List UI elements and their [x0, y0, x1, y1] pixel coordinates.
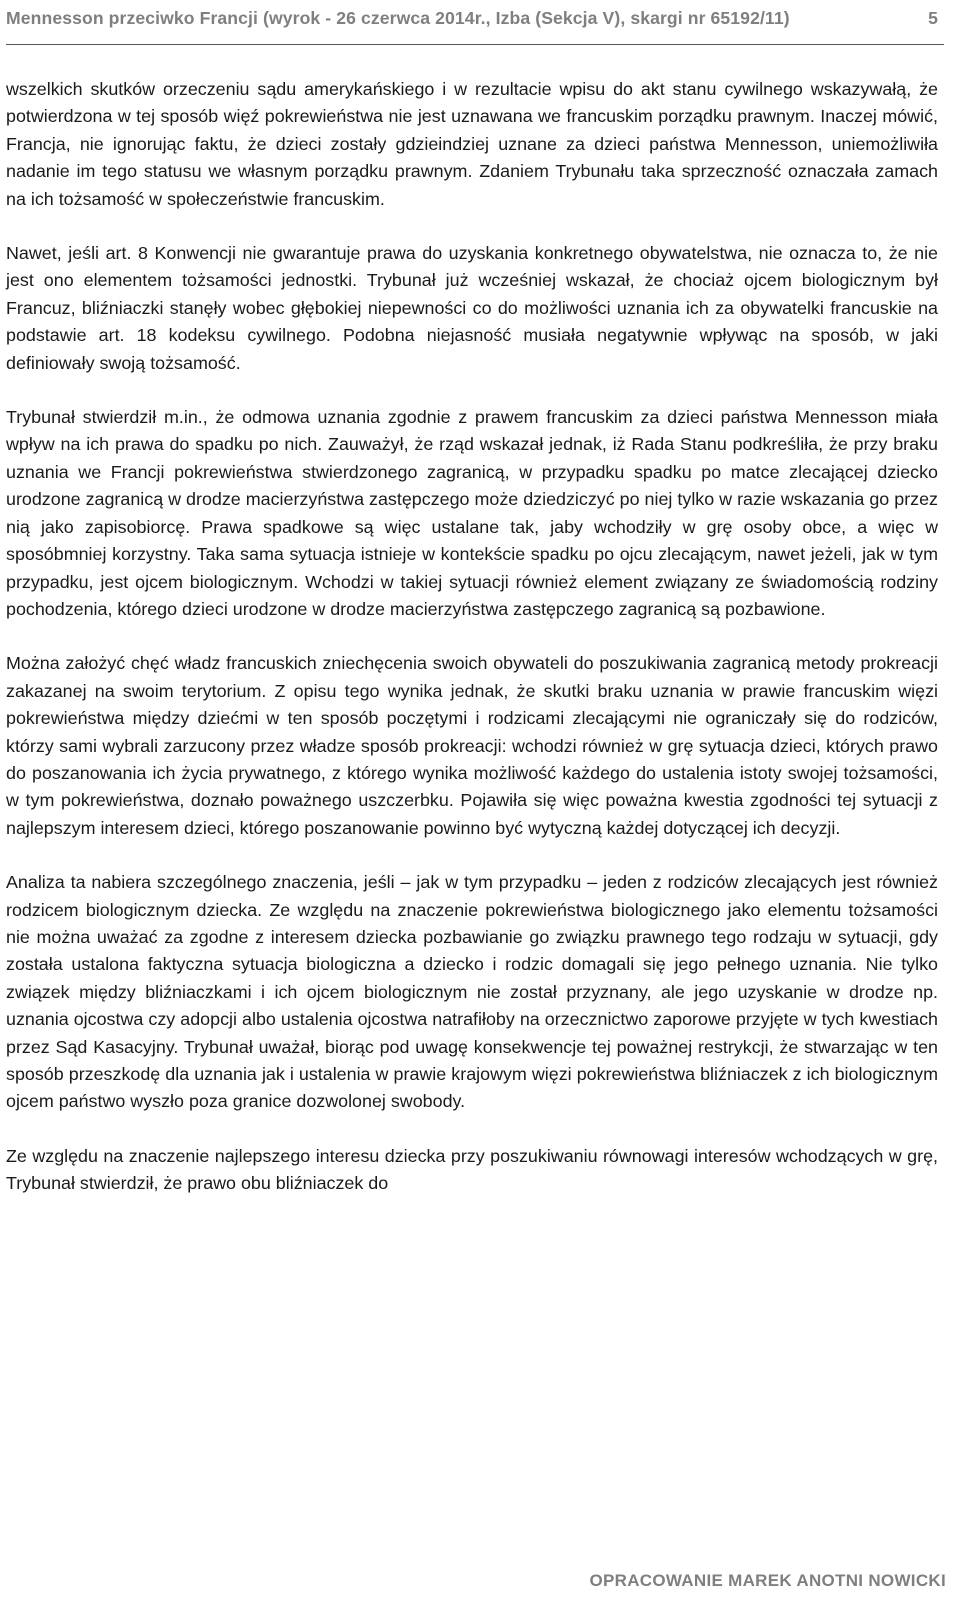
paragraph: Ze względu na znaczenie najlepszego interesu dziecka przy poszukiwaniu równowagi interesów wchodzących w grę, Trybunał stwierdził, że prawo obu bliźniaczek do	[6, 1145, 938, 1194]
page-footer: OPRACOWANIE MAREK ANOTNI NOWICKI	[589, 1571, 946, 1590]
paragraph: Trybunał stwierdził m.in., że odmowa uznania zgodnie z prawem francuskim za dzieci państwa Mennesson miała wpływ na ich prawa do spadku po nich. Zauważył, że rząd wskazał jednak, iż Rada Stanu podkreśliła, że przy braku uznania we Francji pokrewieństwa stwierdzonego zagranicą, w przypadku spadku po matce zlecającej dziecko urodzone zagranicą w drodze macierzyństwa zastępczego może dziedziczyć po niej tylko w razie wskazania go przez nią jako zapisobiorcę. Prawa spadkowe są więc ustalane tak, jaby wchodziły w grę osoby obce, a więc w sposóbmniej korzystny. Taka sama sytuacja istnieje w kontekście spadku po ojcu zlecającym, nawet jeżeli, jak w tym przypadku, jest ojcem biologicznym. Wchodzi w takiej sytuacji również element związany ze świadomością rodziny pochodzenia, którego dzieci urodzone w drodze macierzyństwa zastępczego zagranicą są pozbawione.	[6, 407, 938, 619]
page-header	[6, 4, 944, 45]
paragraph: wszelkich skutków orzeczeniu sądu amerykańskiego i w rezultacie wpisu do akt stanu cywilnego wskazywałą, że potwierdzona w tej sposób więź pokrewieństwa nie jest uznawana we francuskim porządku prawnym. Inaczej mówić, Francja, nie ignorując faktu, że dzieci zostały gdzieindziej uznane za dzieci państwa Mennesson, uniemożliwiła nadanie im tego statusu we własnym porządku prawnym. Zdaniem Trybunału taka sprzeczność oznaczała zamach na ich tożsamość w społeczeństwie francuskim.	[6, 79, 938, 209]
document-body	[6, 76, 938, 1198]
header-title: Mennesson przeciwko Francji (wyrok - 26 czerwca 2014r., Izba (Sekcja V), skargi nr 65192/11)	[6, 8, 790, 28]
paragraph: Nawet, jeśli art. 8 Konwencji nie gwarantuje prawa do uzyskania konkretnego obywatelstwa, nie oznacza to, że nie jest ono elementem tożsamości jednostki. Trybunał już wcześniej wskazał, że chociaż ojcem biologicznym był Francuz, bliźniaczki stanęły wobec głębokiej niepewności co do możliwości uznania ich za obywatelki francuskie na podstawie art. 18 kodeksu cywilnego. Podobna niejasność musiała negatywnie wpływąc na sposób, w jaki definiowały swoją tożsamość.	[6, 243, 938, 373]
paragraph: Można założyć chęć władz francuskich zniechęcenia swoich obywateli do poszukiwania zagranicą metody prokreacji zakazanej na swoim terytorium. Z opisu tego wynika jednak, że skutki braku uznania w prawie francuskim więzi pokrewieństwa między dziećmi w ten sposób poczętymi i rodzicami zlecającymi nie ograniczały się do rodziców, którzy sami wybrali zarzucony przez władze sposób prokreacji: wchodzi również w grę sytuacja dzieci, których prawo do poszanowania ich życia prywatnego, z którego wynika możliwość każdego do ustalenia istoty swojej tożsamości, w tym pokrewieństwa, doznało poważnego uszczerbku. Pojawiła się więc poważna kwestia zgodności tej sytuacji z najlepszym interesem dzieci, którego poszanowanie powinno być wytyczną każdej dotyczącej ich decyzji.	[6, 653, 938, 838]
paragraph: Analiza ta nabiera szczególnego znaczenia, jeśli – jak w tym przypadku – jeden z rodziców zlecających jest również rodzicem biologicznym dziecka. Ze względu na znaczenie pokrewieństwa biologicznego jako elementu tożsamości nie można uważać za zgodne z interesem dziecka pozbawianie go związku prawnego tego rodzaju w sytuacji, gdy została ustalona faktyczna sytuacja biologiczna a dziecko i rodzic domagali się jego pełnego uznania. Nie tylko związek między bliźniaczkami i ich ojcem biologicznym nie został przyznany, ale jego uzyskanie w drodze np. uznania ojcostwa czy adopcji albo ustalenia ojcostwa natrafiłoby na orzecznictwo zaporowe przyjęte w tych kwestiach przez Sąd Kasacyjny. Trybunał uważał, biorąc pod uwagę konsekwencje tej poważnej restrykcji, że stwarzając w ten sposób przeszkodę dla uznania jak i ustalenia w prawie krajowym więzi pokrewieństwa bliźniaczek z ich biologicznym ojcem państwo wyszło poza granice dozwolonej swobody.	[6, 872, 938, 1112]
page-number: 5	[928, 8, 938, 28]
